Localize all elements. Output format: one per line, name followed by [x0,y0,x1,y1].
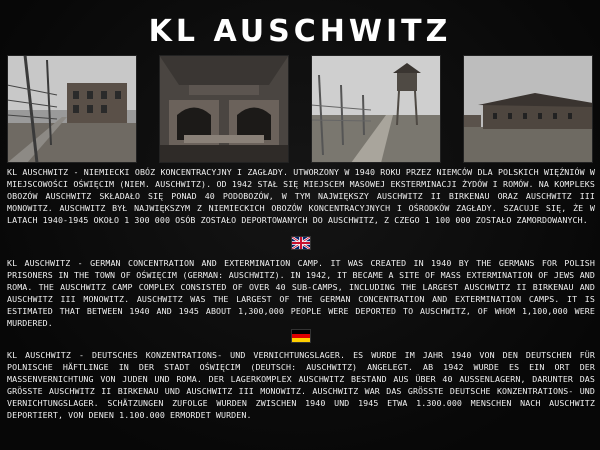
uk-flag-icon [291,236,311,250]
crematorium-ovens-photo [159,55,289,163]
page-title: KL AUSCHWITZ [148,14,452,49]
polish-paragraph: KL AUSCHWITZ - NIEMIECKI OBÓZ KONCENTRACYJNY I ZAGŁADY. UTWORZONY W 1940 ROKU PRZEZ NIEMCÓW DLA POLSKICH WIĘŹNIÓW W MIEJSCOWOŚCI OŚWIĘCIM (NIEM. AUSCHWITZ). OD 1942 STAŁ SIĘ MIEJSCEM MASOWEJ EKSTERMINACJI ŻYDÓW I ROMÓW. NA KOMPLEKS OBOZÓW AUSCHWITZ SKŁADAŁO SIĘ PONAD 40 PODOBOZÓW, W TYM NAJWIĘKSZY AUSCHWITZ II BIRKENAU ORAZ AUSCHWITZ III MONOWITZ. AUSCHWITZ BYŁ NAJWIĘKSZYM Z NIEMIECKICH OBOZÓW KONCENTRACYJNYCH I OŚRODKÓW ZAGŁADY. SZACUJE SIĘ, ŻE W LATACH 1940-1945 OKOŁO 1 300 000 OSÓB ZOSTAŁO DEPORTOWANYCH DO AUSCHWITZ, Z CZEGO 1 100 000 ZOSTAŁO ZAMORDOWANYCH. [7,167,595,225]
barracks-photo [463,55,593,163]
barbed-wire-fence-photo [7,55,137,163]
english-paragraph: KL AUSCHWITZ - GERMAN CONCENTRATION AND EXTERMINATION CAMP. IT WAS CREATED IN 1940 BY THE GERMANS FOR POLISH PRISONERS IN THE TOWN OF OŚWIĘCIM (GERMAN: AUSCHWITZ). IN 1942, IT BECAME A SITE OF MASS EXTERMINATION OF JEWS AND ROMA. THE AUSCHWITZ CAMP COMPLEX CONSISTED OF OVER 40 SUB-CAMPS, INCLUDING THE LARGEST AUSCHWITZ II BIRKENAU AND AUSCHWITZ III MONOWITZ. AUSCHWITZ WAS THE LARGEST OF THE GERMAN CONCENTRATION AND EXTERMINATION CAMPS. IT IS ESTIMATED THAT BETWEEN 1940 AND 1945 ABOUT 1,300,000 PEOPLE WERE DEPORTED TO AUSCHWITZ, OF WHOM 1,100,000 WERE MURDERED. [7,258,595,328]
photo-strip [7,55,593,163]
german-paragraph: KL AUSCHWITZ - DEUTSCHES KONZENTRATIONS- UND VERNICHTUNGSLAGER. ES WURDE IM JAHR 1940 VON DEN DEUTSCHEN FÜR POLNISCHE HÄFTLINGE IN DER STADT OŚWIĘCIM (DEUTSCH: AUSCHWITZ) ANGELEGT. AB 1942 WURDE ES EIN ORT DER MASSENVERNICHTUNG VON JUDEN UND ROMA. DER LAGERKOMPLEX AUSCHWITZ BESTAND AUS ÜBER 40 AUSSENLAGERN, DARUNTER DAS GRÖSSTE AUSCHWITZ II BIRKENAU UND AUSCHWITZ III MONOWITZ. AUSCHWITZ WAR DAS GRÖSSTE DEUTSCHE KONZENTRATIONS- UND VERNICHTUNGSLAGER. SCHÄTZUNGEN ZUFOLGE WURDEN ZWISCHEN 1940 UND 1945 ETWA 1.300.000 MENSCHEN NACH AUSCHWITZ DEPORTIERT, VON DENEN 1.100.000 ERMORDET WURDEN. [7,350,595,420]
watchtower-fence-photo [311,55,441,163]
germany-flag-icon [291,329,311,343]
